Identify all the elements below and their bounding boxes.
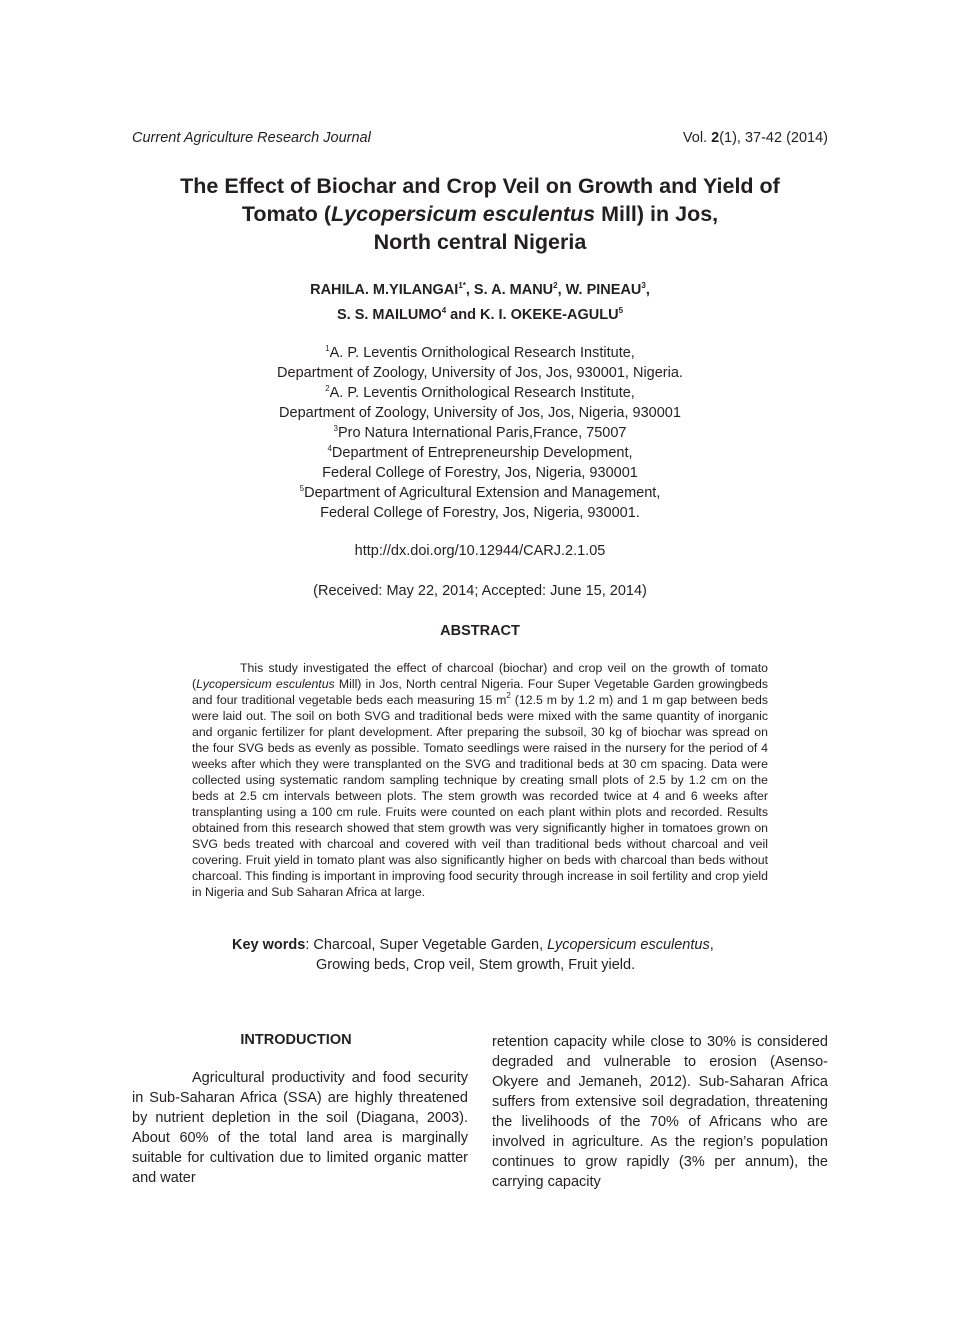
keywords: [232, 935, 752, 975]
abstract-part: This study investigated the effect of charcoal (biochar) and crop veil on the growth of tomato (: [192, 661, 768, 691]
author-name: S. S. MAILUMO: [336, 307, 442, 323]
affiliation-sup: 2: [325, 384, 330, 393]
volume-number: 2: [711, 130, 720, 146]
keywords-species: Lycopersicum esculentus: [547, 937, 710, 953]
keywords-line-2: Growing beds, Crop veil, Stem growth, Fruit yield.: [316, 957, 636, 973]
paper-title: [100, 172, 860, 256]
title-line-3: North central Nigeria: [373, 230, 587, 254]
affiliation-line: [150, 423, 810, 443]
left-column: [132, 1032, 468, 1188]
title-text: Tomato (: [241, 202, 332, 226]
introduction-heading: INTRODUCTION: [240, 1032, 352, 1048]
volume-info: [683, 130, 828, 146]
doi-link[interactable]: http://dx.doi.org/10.12944/CARJ.2.1.05: [354, 543, 606, 559]
affiliation-sup: 5: [299, 484, 305, 493]
author-sup: 4: [441, 306, 447, 315]
affiliation-text: A. P. Leventis Ornithological Research Institute,: [329, 345, 635, 361]
abstract-part: (12.5 m by 1.2 m) and 1 m gap between beds were laid out. The soil on both SVG and traditional beds were mixed with the same quantity of inorganic and organic fertilizer for plant development. After preparing the subsoil, 30 kg of biochar was spread on the four SVG beds as evenly as possible. Tomato seedlings were raised in the nursery for the period of 4 weeks after which they were transplanted on the SVG and traditional beds at 30 cm spacing. Data were collected using systematic random sampling technique by creating small plots of 2.5 by 1.2 cm on the beds at 2.5 cm intervals between plots. The stem growth was recorded twice at 4 and 6 weeks after transplanting using a 100 cm rule. Fruits were counted on each plant within plots and recorded. Results obtained from this research showed that stem growth was very significantly higher in tomatoes grown on SVG beds treated with charcoal and covered with veil than traditional beds without charcoal and veil covering. Fruit yield in tomato plant was also significantly higher on beds with charcoal than beds without charcoal. This finding is important in improving food security through increase in soil fertility and crop yield in Nigeria and Sub Saharan Africa at large.: [192, 693, 769, 899]
abstract-sup: 2: [506, 691, 511, 700]
right-column: [492, 1032, 828, 1192]
author-sup: 1*: [458, 281, 466, 290]
author-sup: 5: [618, 306, 624, 315]
author-name: , W. PINEAU: [557, 282, 642, 298]
affiliation-line: Federal College of Forestry, Jos, Nigeria, 930001: [322, 465, 638, 481]
title-text: Mill) in Jos,: [595, 202, 719, 226]
affiliation-line: [150, 443, 810, 463]
affiliation-text: A. P. Leventis Ornithological Research Institute,: [329, 385, 635, 401]
volume-issue-pages: (1), 37-42 (2014): [719, 130, 828, 146]
affiliation-line: Department of Zoology, University of Jos, Jos, 930001, Nigeria.: [277, 365, 683, 381]
affiliation-line: [150, 343, 810, 363]
affiliation-line: Department of Zoology, University of Jos, Jos, Nigeria, 930001: [279, 405, 681, 421]
title-species: Lycopersicum esculentus: [331, 202, 596, 226]
intro-paragraph-right: retention capacity while close to 30% is considered degraded and vulnerable to erosion (Asenso-Okyere and Jemaneh, 2012). Sub-Saharan Africa suffers from extensive soil degradation, threatening the livelihoods of the 70% of Africans who are involved in agriculture. As the region’s population continues to grow rapidly (3% per annum), the carrying capacity: [492, 1034, 828, 1190]
authors-line-1: [100, 278, 860, 303]
abstract-text: [192, 660, 768, 900]
author-name: RAHILA. M.YILANGAI: [310, 282, 459, 298]
title-line-2: [100, 200, 860, 228]
intro-paragraph-left: Agricultural productivity and food security in Sub-Saharan Africa (SSA) are highly threatened by nutrient depletion in the soil (Diagana, 2003). About 60% of the total land area is marginally suitable for cultivation due to limited organic matter and water: [132, 1070, 468, 1186]
journal-name: Current Agriculture Research Journal: [132, 130, 371, 146]
volume-prefix: Vol.: [682, 130, 712, 146]
affiliation-text: Department of Entrepreneurship Development,: [331, 445, 633, 461]
keywords-label: Key words: [232, 937, 306, 953]
keywords-text: : Charcoal, Super Vegetable Garden,: [305, 937, 548, 953]
keywords-text: ,: [709, 937, 714, 953]
affiliation-text: Pro Natura International Paris,France, 75007: [337, 425, 627, 441]
author-name: , S. A. MANU: [465, 282, 554, 298]
abstract-species: Lycopersicum esculentus: [196, 677, 335, 691]
affiliation-sup: 1: [325, 344, 330, 353]
affiliation-line: Federal College of Forestry, Jos, Nigeria, 930001.: [320, 505, 640, 521]
abstract-heading: ABSTRACT: [440, 623, 520, 639]
author-separator: ,: [645, 282, 650, 298]
affiliation-sup: 3: [333, 424, 338, 433]
author-sup: 3: [641, 281, 646, 290]
authors-line-2: [100, 303, 860, 328]
affiliation-text: Department of Agricultural Extension and Management,: [304, 485, 661, 501]
affiliation-sup: 4: [327, 444, 332, 453]
author-list: [100, 278, 860, 328]
title-line-1: The Effect of Biochar and Crop Veil on Growth and Yield of: [180, 174, 780, 198]
author-name: and K. I. OKEKE-AGULU: [446, 307, 619, 323]
author-sup: 2: [553, 281, 558, 290]
affiliation-line: [150, 383, 810, 403]
abstract-part: Mill) in Jos, North central Nigeria. Four Super Vegetable Garden growingbeds and four traditional vegetable beds each measuring 15 m: [192, 677, 769, 707]
affiliations: [150, 343, 810, 523]
received-accepted-dates: (Received: May 22, 2014; Accepted: June 15, 2014): [313, 583, 647, 599]
keywords-line-1: [232, 935, 752, 955]
affiliation-line: [150, 483, 810, 503]
